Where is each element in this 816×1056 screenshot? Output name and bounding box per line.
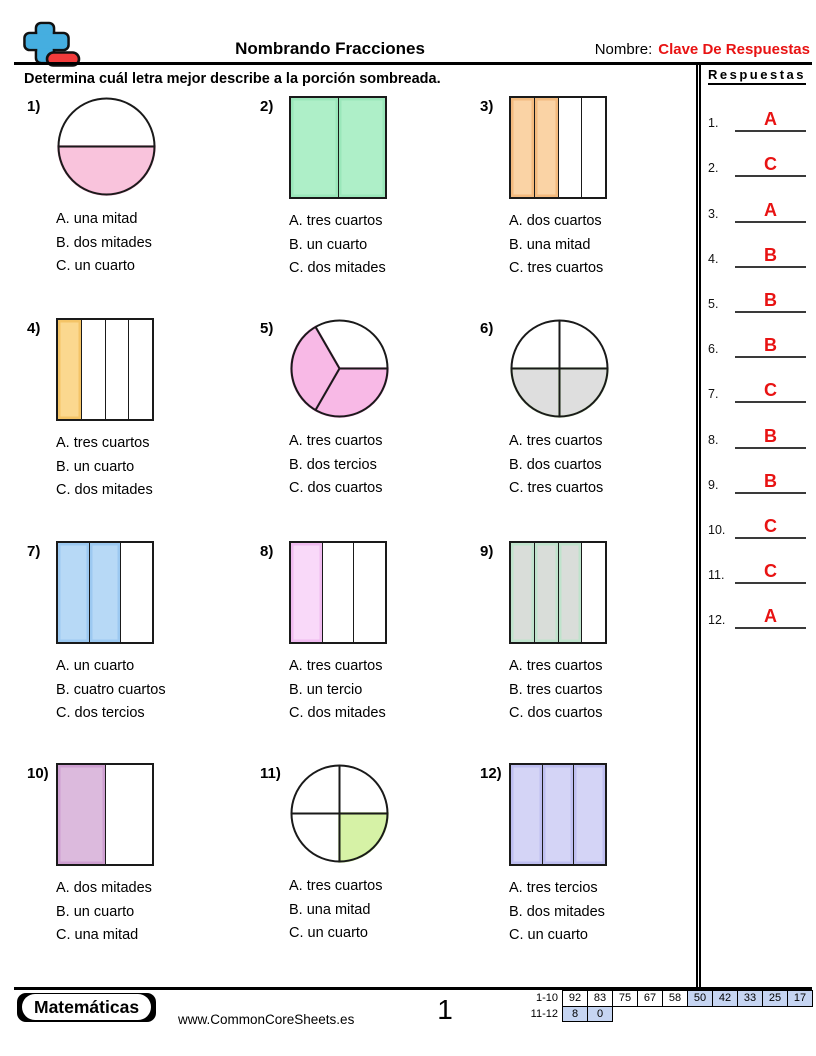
answer-blank: A bbox=[735, 607, 806, 629]
answer-number: 12. bbox=[708, 613, 726, 628]
fraction-cell bbox=[559, 543, 583, 642]
options-list bbox=[289, 655, 387, 726]
option-c: C. dos tercios bbox=[56, 705, 145, 721]
option-c: C. dos mitades bbox=[56, 482, 153, 498]
problem-3 bbox=[480, 96, 607, 281]
answer-blank: A bbox=[735, 201, 806, 223]
option-a: A. un cuarto bbox=[56, 658, 135, 674]
fraction-cell bbox=[339, 98, 386, 197]
fraction-cell bbox=[511, 98, 535, 197]
name-value: Clave De Respuestas bbox=[658, 41, 810, 58]
option-b: B. un cuarto bbox=[56, 903, 135, 920]
options-list bbox=[509, 210, 607, 281]
score-cell: 67 bbox=[638, 991, 663, 1007]
fraction-cell bbox=[58, 765, 106, 864]
score-row-2 bbox=[530, 1006, 813, 1022]
option-a: A. dos cuartos bbox=[509, 213, 602, 229]
option-a: A. tres cuartos bbox=[56, 435, 150, 451]
option-a: A. tres tercios bbox=[509, 880, 598, 896]
fraction-rectangle bbox=[509, 96, 607, 199]
answer-blank: B bbox=[735, 291, 806, 313]
fraction-cell bbox=[354, 543, 385, 642]
answer-number: 1. bbox=[708, 116, 719, 131]
answer-row-8 bbox=[701, 403, 812, 448]
fraction-cell bbox=[323, 543, 355, 642]
option-c: C. un cuarto bbox=[289, 925, 368, 941]
answer-row-1 bbox=[701, 87, 812, 132]
fraction-rectangle bbox=[509, 763, 607, 866]
options-list bbox=[56, 877, 154, 948]
option-c: C. tres cuartos bbox=[509, 480, 604, 496]
problem-body bbox=[56, 541, 166, 726]
score-cell: 17 bbox=[788, 991, 813, 1007]
problem-number: 1) bbox=[27, 98, 41, 115]
fraction-rectangle bbox=[289, 541, 387, 644]
fraction-circle bbox=[509, 318, 610, 419]
option-c: C. dos mitades bbox=[289, 260, 386, 276]
answers-sidebar bbox=[696, 64, 812, 988]
option-c: C. dos cuartos bbox=[289, 480, 383, 496]
problem-body bbox=[56, 318, 154, 503]
option-b: B. dos mitades bbox=[509, 903, 605, 920]
option-c: C. tres cuartos bbox=[509, 260, 604, 276]
brand-logo bbox=[17, 993, 156, 1022]
answer-row-3 bbox=[701, 177, 812, 222]
option-a: A. tres cuartos bbox=[289, 658, 383, 674]
fraction-rectangle bbox=[56, 541, 154, 644]
problem-12 bbox=[480, 763, 607, 948]
score-cell: 75 bbox=[613, 991, 638, 1007]
problem-number: 9) bbox=[480, 543, 494, 560]
problem-body bbox=[509, 763, 607, 948]
option-b: B. una mitad bbox=[289, 901, 371, 918]
score-cell: 50 bbox=[688, 991, 713, 1007]
fraction-cell bbox=[106, 320, 130, 419]
answer-number: 6. bbox=[708, 342, 719, 357]
answer-number: 9. bbox=[708, 477, 719, 492]
answer-row-11 bbox=[701, 539, 812, 584]
fraction-cell bbox=[291, 98, 339, 197]
fraction-cell bbox=[121, 543, 152, 642]
options-list bbox=[289, 210, 387, 281]
fraction-cell bbox=[535, 543, 559, 642]
header-rule bbox=[14, 62, 812, 65]
fraction-cell bbox=[58, 320, 82, 419]
options-list bbox=[289, 875, 390, 946]
answer-blank: C bbox=[735, 155, 806, 177]
answer-row-2 bbox=[701, 132, 812, 177]
score-row-1 bbox=[530, 991, 813, 1007]
fraction-cell bbox=[82, 320, 106, 419]
fraction-circle bbox=[289, 763, 390, 864]
options-list bbox=[509, 430, 610, 501]
option-a: A. tres cuartos bbox=[289, 433, 383, 449]
problem-body bbox=[289, 96, 387, 281]
problem-body bbox=[509, 541, 607, 726]
answer-number: 7. bbox=[708, 387, 719, 402]
option-b: B. un cuarto bbox=[56, 458, 135, 475]
answer-blank: B bbox=[735, 336, 806, 358]
score-cell: 8 bbox=[563, 1006, 588, 1022]
fraction-circle bbox=[56, 96, 157, 197]
answer-number: 11. bbox=[708, 568, 725, 583]
problem-number: 5) bbox=[260, 320, 274, 337]
name-label: Nombre: bbox=[594, 41, 653, 58]
answer-number: 10. bbox=[708, 522, 726, 537]
answer-number: 4. bbox=[708, 251, 719, 266]
fraction-cell bbox=[582, 543, 605, 642]
problem-1 bbox=[27, 96, 157, 279]
problem-6 bbox=[480, 318, 610, 501]
score-cell: 58 bbox=[663, 991, 688, 1007]
answer-row-6 bbox=[701, 313, 812, 358]
problem-body bbox=[56, 763, 154, 948]
answer-blank: C bbox=[735, 381, 806, 403]
problem-body bbox=[289, 541, 387, 726]
option-a: A. tres cuartos bbox=[289, 878, 383, 894]
score-row-label: 11-12 bbox=[530, 1007, 558, 1020]
options-list bbox=[289, 430, 390, 501]
options-list bbox=[56, 208, 157, 279]
option-b: B. tres cuartos bbox=[509, 681, 603, 698]
option-b: B. dos mitades bbox=[56, 234, 152, 251]
problem-number: 2) bbox=[260, 98, 274, 115]
option-b: B. un cuarto bbox=[289, 236, 368, 253]
website-text: www.CommonCoreSheets.es bbox=[178, 1012, 355, 1027]
options-list bbox=[509, 655, 607, 726]
answer-number: 3. bbox=[708, 206, 719, 221]
fraction-circle bbox=[289, 318, 390, 419]
option-c: C. una mitad bbox=[56, 927, 139, 943]
answer-blank: B bbox=[735, 472, 806, 494]
page-number: 1 bbox=[437, 994, 453, 1025]
option-c: C. dos mitades bbox=[289, 705, 386, 721]
problem-number: 10) bbox=[27, 765, 49, 782]
answer-blank: B bbox=[735, 427, 806, 449]
answer-number: 2. bbox=[708, 161, 719, 176]
problem-number: 12) bbox=[480, 765, 502, 782]
problem-number: 6) bbox=[480, 320, 494, 337]
option-c: C. un cuarto bbox=[56, 258, 135, 274]
answer-blank: C bbox=[735, 517, 806, 539]
fraction-rectangle bbox=[56, 318, 154, 421]
problem-body bbox=[509, 318, 610, 501]
fraction-cell bbox=[582, 98, 605, 197]
problem-11 bbox=[260, 763, 390, 946]
fraction-rectangle bbox=[56, 763, 154, 866]
option-b: B. dos tercios bbox=[289, 456, 377, 473]
option-c: C. un cuarto bbox=[509, 927, 588, 943]
option-a: A. tres cuartos bbox=[289, 213, 383, 229]
problem-10 bbox=[27, 763, 154, 948]
options-list bbox=[56, 432, 154, 503]
option-b: B. cuatro cuartos bbox=[56, 681, 166, 698]
answer-number: 8. bbox=[708, 432, 719, 447]
answer-row-7 bbox=[701, 358, 812, 403]
fraction-cell bbox=[511, 543, 535, 642]
answer-row-9 bbox=[701, 449, 812, 494]
answer-blank: C bbox=[735, 562, 806, 584]
fraction-rectangle bbox=[509, 541, 607, 644]
fraction-cell bbox=[535, 98, 559, 197]
score-cell: 33 bbox=[738, 991, 763, 1007]
score-table bbox=[530, 990, 813, 1022]
score-cell: 0 bbox=[588, 1006, 613, 1022]
option-b: B. una mitad bbox=[509, 236, 591, 253]
answer-row-4 bbox=[701, 223, 812, 268]
problem-number: 7) bbox=[27, 543, 41, 560]
fraction-cell bbox=[543, 765, 575, 864]
fraction-cell bbox=[511, 765, 543, 864]
problem-body bbox=[509, 96, 607, 281]
answer-row-5 bbox=[701, 268, 812, 313]
problem-number: 8) bbox=[260, 543, 274, 560]
problem-body bbox=[56, 96, 157, 279]
problem-body bbox=[289, 763, 390, 946]
answer-number: 5. bbox=[708, 296, 719, 311]
problem-2 bbox=[260, 96, 387, 281]
answer-row-10 bbox=[701, 494, 812, 539]
fraction-rectangle bbox=[289, 96, 387, 199]
fraction-cell bbox=[58, 543, 90, 642]
fraction-cell bbox=[559, 98, 583, 197]
page-title: Nombrando Fracciones bbox=[235, 39, 425, 58]
option-a: A. tres cuartos bbox=[509, 658, 603, 674]
option-c: C. dos cuartos bbox=[509, 705, 603, 721]
option-a: A. una mitad bbox=[56, 211, 138, 227]
score-cell: 42 bbox=[713, 991, 738, 1007]
option-b: B. dos cuartos bbox=[509, 456, 602, 473]
answer-row-12 bbox=[701, 584, 812, 629]
option-b: B. un tercio bbox=[289, 681, 363, 698]
problem-8 bbox=[260, 541, 387, 726]
fraction-cell bbox=[574, 765, 605, 864]
answers-list bbox=[701, 87, 812, 629]
problem-number: 4) bbox=[27, 320, 41, 337]
score-cell: 25 bbox=[763, 991, 788, 1007]
problem-7 bbox=[27, 541, 166, 726]
answer-blank: B bbox=[735, 246, 806, 268]
problem-9 bbox=[480, 541, 607, 726]
fraction-cell bbox=[106, 765, 153, 864]
score-cell: 92 bbox=[563, 991, 588, 1007]
options-list bbox=[509, 877, 607, 948]
options-list bbox=[56, 655, 166, 726]
option-a: A. dos mitades bbox=[56, 880, 152, 896]
instruction-text: Determina cuál letra mejor describe a la porción sombreada. bbox=[24, 71, 441, 87]
problem-number: 3) bbox=[480, 98, 494, 115]
fraction-cell bbox=[90, 543, 122, 642]
answer-blank: A bbox=[735, 110, 806, 132]
problem-5 bbox=[260, 318, 390, 501]
fraction-cell bbox=[291, 543, 323, 642]
problem-body bbox=[289, 318, 390, 501]
score-row-label: 1-10 bbox=[535, 992, 558, 1005]
score-cell: 83 bbox=[588, 991, 613, 1007]
answers-title: Respuestas bbox=[708, 67, 806, 85]
brand-label: Matemáticas bbox=[22, 994, 151, 1020]
option-a: A. tres cuartos bbox=[509, 433, 603, 449]
fraction-cell bbox=[129, 320, 152, 419]
problem-4 bbox=[27, 318, 154, 503]
problem-number: 11) bbox=[260, 765, 281, 782]
